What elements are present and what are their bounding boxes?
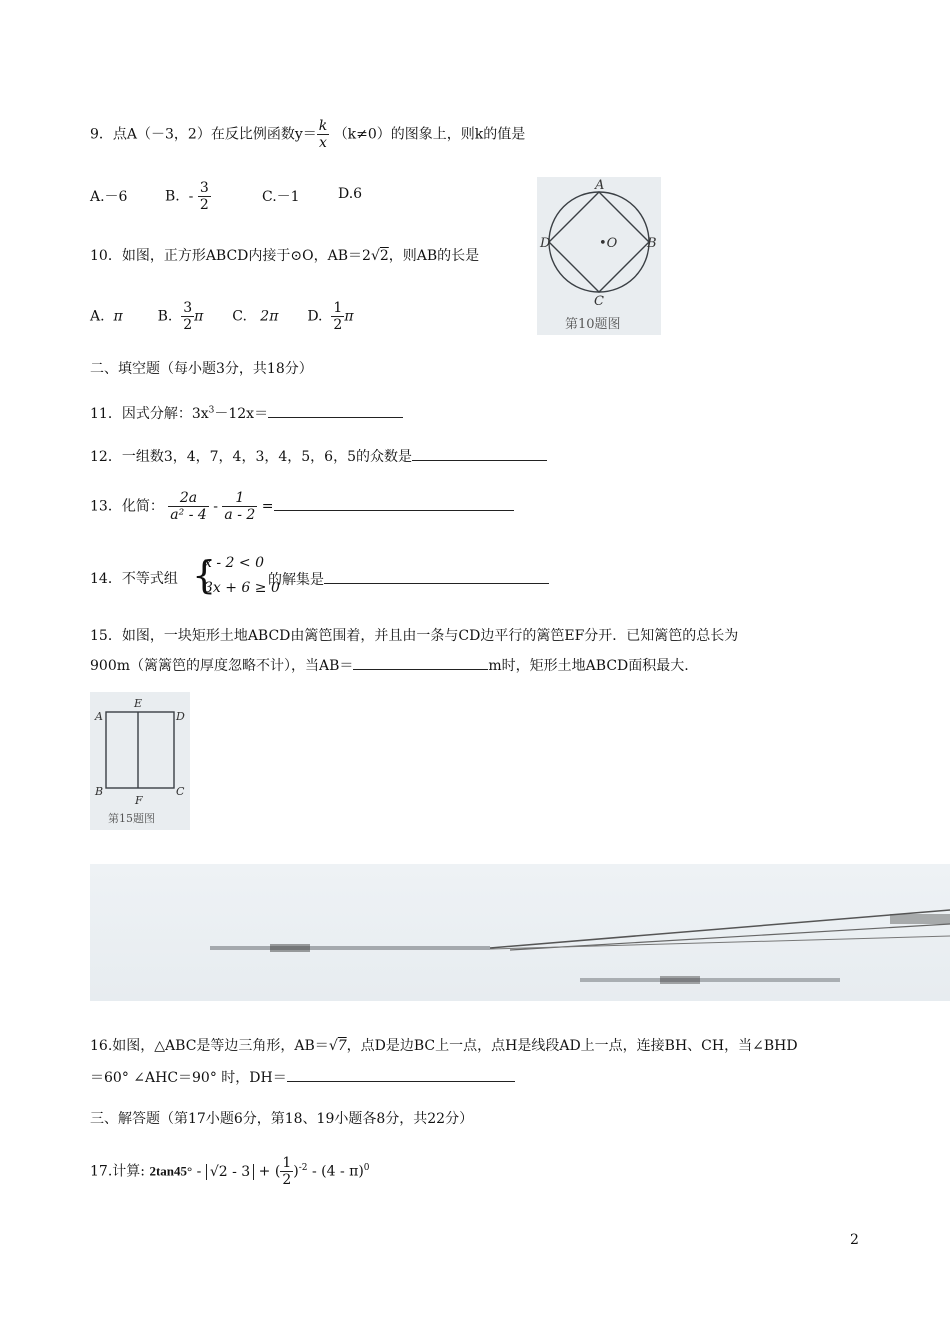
label-b: B — [95, 785, 104, 798]
q10-stem-a: 10．如图，正方形ABCD内接于⊙O，AB＝2 — [90, 248, 371, 264]
q9-fraction — [317, 118, 329, 151]
q17-tail: - (4 - π) — [311, 1163, 364, 1180]
q13-frac2-num: 1 — [222, 490, 257, 507]
q11 — [90, 402, 403, 423]
q9-stem-c: ≠0）的图象上，则k的值是 — [356, 126, 526, 143]
q9-option-b-num: 3 — [199, 180, 209, 196]
q13-answer-blank[interactable] — [274, 495, 514, 511]
q15-line2 — [90, 654, 689, 675]
q17-minus: - — [196, 1163, 202, 1180]
q16-line1-b: ，点D是边BC上一点，点H是线段AD上一点，连接BH、CH，当∠BHD — [346, 1038, 798, 1054]
rectangle-fence-diagram — [90, 692, 190, 830]
label-d: D — [540, 236, 551, 251]
q15-figure-caption: 第15题图 — [108, 812, 155, 825]
q10-option-c: 2π — [260, 308, 279, 325]
q9-frac-num: k — [318, 118, 328, 134]
q10-option-c-label: C. — [232, 308, 247, 325]
q9-option-b-sign: - — [188, 188, 194, 205]
q11-answer-blank[interactable] — [268, 402, 403, 418]
q12-answer-blank[interactable] — [412, 445, 547, 461]
q9-option-b — [165, 180, 211, 213]
q11-text2: －12x＝ — [214, 406, 269, 422]
smear-3 — [890, 914, 950, 924]
q13-eq: = — [261, 498, 274, 515]
q15-line1: 15．如图，一块矩形土地ABCD由篱笆围着，并且由一条与CD边平行的篱笆EF分开．已知篱笆的总长为 — [90, 628, 739, 644]
circle-square-diagram — [537, 177, 661, 335]
sqrt-icon: √ — [370, 248, 380, 264]
q16-line1-a: 16.如图，△ABC是等边三角形，AB＝ — [90, 1038, 329, 1054]
q10-option-a: π — [113, 308, 123, 325]
q17-exp2: 0 — [363, 1162, 370, 1173]
q9-option-a: A.－6 — [90, 189, 128, 205]
label-a: A — [95, 710, 103, 723]
q14-line2: 3x + 6 ≥ 0 — [204, 580, 280, 596]
label-c: C — [176, 785, 185, 798]
q16-figure-distorted — [90, 864, 950, 1001]
q10-stem — [90, 245, 479, 265]
label-e: E — [134, 697, 143, 710]
q14-answer-blank[interactable] — [324, 568, 549, 584]
q9-stem — [90, 118, 525, 151]
q10-option-d-label: D. — [307, 308, 323, 325]
q14-text: 14．不等式组 — [90, 571, 178, 587]
q17-plus: + ( — [258, 1163, 281, 1180]
q10-option-d-num: 1 — [333, 300, 343, 316]
q10-stem-b: ，则AB的长是 — [388, 248, 480, 264]
q10-figure — [537, 177, 661, 335]
q10-options — [90, 300, 354, 333]
q10-option-a-label: A. — [90, 308, 105, 325]
label-d: D — [176, 710, 185, 723]
q10-sqrt-value: 2 — [379, 248, 389, 264]
q10-option-b-den: 2 — [183, 317, 193, 333]
q13-minus: - — [213, 498, 218, 515]
sqrt-icon: √ — [328, 1038, 338, 1054]
q17-close: ) — [293, 1163, 299, 1180]
q10-option-b-pi: π — [194, 308, 204, 325]
rect-abcd — [106, 712, 174, 788]
q10-option-d-frac — [331, 300, 344, 333]
brace-icon: { — [192, 553, 217, 597]
label-a: A — [595, 178, 605, 193]
q15-figure — [90, 692, 190, 830]
q13-frac1 — [168, 490, 209, 523]
smear-4 — [580, 978, 840, 982]
q17-half — [280, 1155, 293, 1188]
q10-option-b-label: B. — [157, 308, 173, 325]
q11-text: 11．因式分解：3x — [90, 406, 209, 422]
q13-text: 13．化简： — [90, 498, 164, 515]
page-number: 2 — [850, 1232, 859, 1248]
q13-frac2 — [222, 490, 257, 523]
q13 — [90, 490, 514, 523]
q17-label: 17.计算: — [90, 1163, 145, 1180]
q10-option-d-den: 2 — [333, 317, 343, 333]
q17-abs — [206, 1164, 254, 1180]
q16-line2-text: ＝60° ∠AHC＝90° 时，DH＝ — [90, 1070, 287, 1086]
label-f: F — [135, 794, 143, 807]
q15-line2-a: 900m（篱篱笆的厚度忽略不计），当AB＝ — [90, 658, 354, 674]
q17-half-num: 1 — [282, 1155, 292, 1171]
q15-answer-blank[interactable] — [353, 654, 488, 670]
q17 — [90, 1155, 370, 1188]
q14-line1: x - 2 < 0 — [204, 555, 264, 571]
q16-line1 — [90, 1035, 798, 1055]
q17-half-den: 2 — [282, 1172, 292, 1188]
label-b: B — [647, 236, 657, 251]
q16-answer-blank[interactable] — [287, 1066, 515, 1082]
q9-option-b-frac — [198, 180, 211, 213]
q17-abs-rest: - 3 — [232, 1163, 251, 1180]
smear-5 — [660, 976, 700, 984]
q15-line2-b: m时，矩形土地ABCD面积最大. — [488, 658, 689, 674]
q12 — [90, 445, 547, 466]
q16-sqrt-value: 7 — [337, 1038, 347, 1054]
smear-1 — [210, 946, 490, 950]
q13-frac1-num: 2a — [168, 490, 209, 507]
q10-option-b-num: 3 — [183, 300, 193, 316]
distorted-triangle-diagram — [90, 864, 950, 1001]
q13-frac1-den: a² - 4 — [170, 507, 207, 523]
q10-option-b-frac — [181, 300, 194, 333]
q10-figure-caption: 第10题图 — [565, 317, 621, 332]
q11-sup: 3 — [208, 405, 215, 416]
q9-option-b-label: B. — [165, 188, 180, 205]
q9-option-c: C.－1 — [262, 189, 300, 205]
q12-text: 12．一组数3，4，7，4，3，4，5，6，5的众数是 — [90, 449, 412, 465]
q14-tail — [268, 568, 549, 589]
q14-text2: 的解集是 — [268, 572, 324, 588]
q9-option-b-den: 2 — [199, 197, 209, 213]
q17-abs-sqrt: √2 — [209, 1163, 228, 1180]
q9-stem-a: 9．点A（－3，2）在反比例函数y＝ — [90, 126, 317, 143]
q9-option-d: D.6 — [338, 186, 363, 202]
smear-2 — [270, 944, 310, 952]
q13-frac2-den: a - 2 — [224, 507, 256, 523]
section-2-title: 二、填空题（每小题3分，共18分） — [90, 361, 313, 377]
section-3-title: 三、解答题（第17小题6分，第18、19小题各8分，共22分） — [90, 1111, 474, 1127]
q10-option-d-pi: π — [344, 308, 354, 325]
q16-line2 — [90, 1066, 515, 1087]
q9-frac-den: x — [319, 135, 327, 151]
label-c: C — [594, 294, 604, 309]
q17-exp1: -2 — [298, 1162, 308, 1173]
q9-stem-b: （k — [333, 126, 357, 143]
q17-tan: 2tan45° — [149, 1163, 193, 1179]
label-o: •O — [599, 236, 618, 251]
